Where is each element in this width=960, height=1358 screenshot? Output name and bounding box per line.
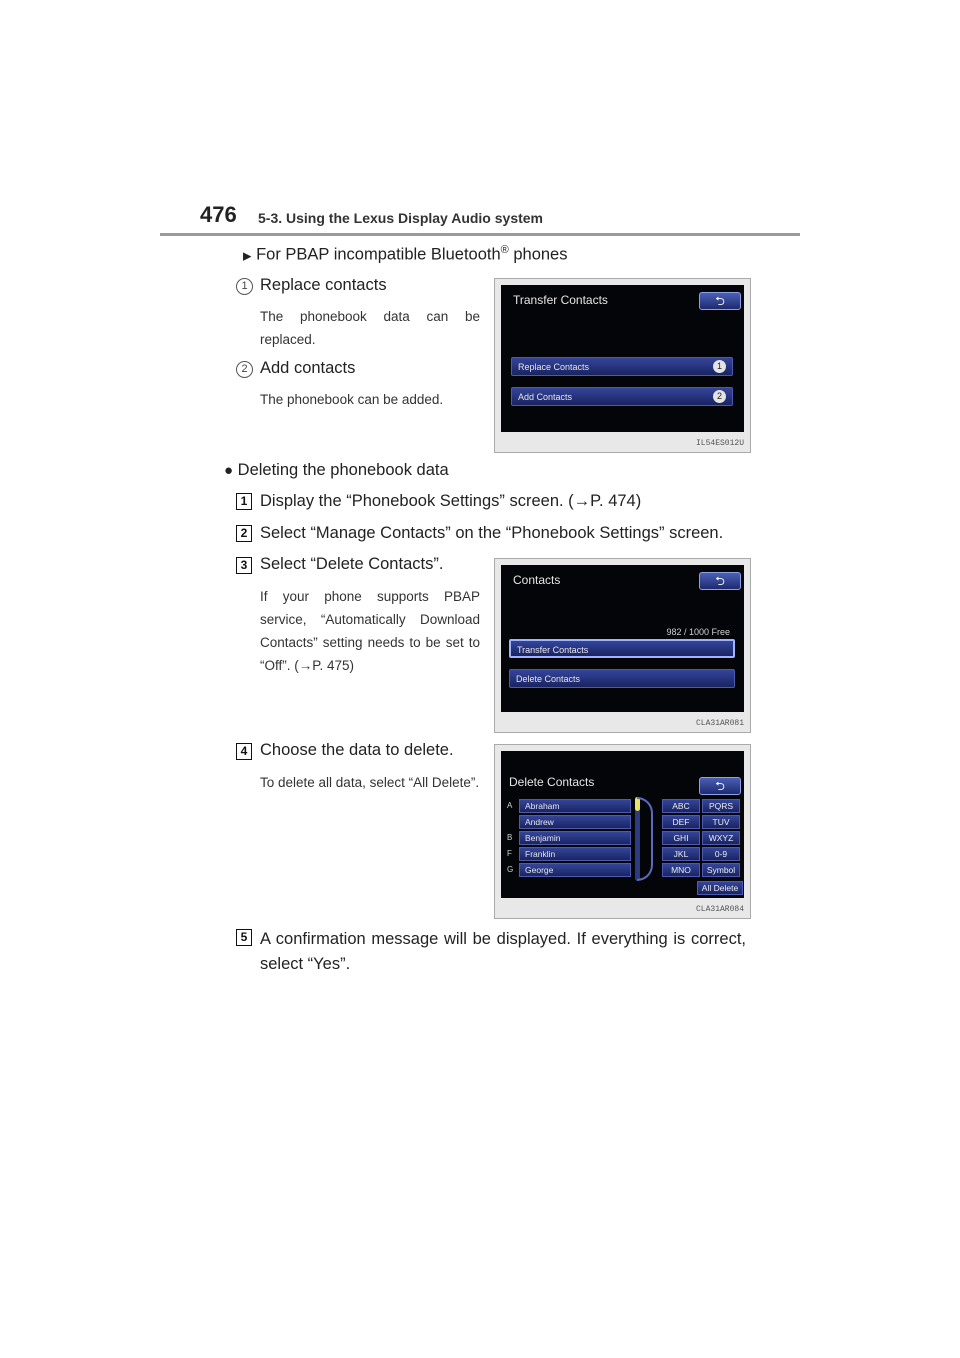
- step-number-3: 3: [236, 557, 252, 574]
- step-number-2: 2: [236, 525, 252, 542]
- contacts-screen: [501, 565, 744, 712]
- scroll-arc-decoration: [637, 797, 653, 881]
- callout-number-2: 2: [236, 361, 253, 378]
- index-letter-b: B: [507, 833, 513, 842]
- contacts-screenshot: [494, 558, 751, 733]
- step-4-text: Choose the data to delete.: [260, 741, 454, 759]
- replace-contacts-button[interactable]: Replace Contacts 1: [511, 357, 733, 376]
- free-count: 982 / 1000 Free: [666, 627, 730, 637]
- key-ghi[interactable]: GHI: [662, 831, 700, 845]
- add-contacts-button[interactable]: Add Contacts 2: [511, 387, 733, 406]
- back-arrow-icon: ⮌: [715, 779, 725, 793]
- key-tuv[interactable]: TUV: [702, 815, 740, 829]
- step-2-text: Select “Manage Contacts” on the “Phonebook Settings” screen.: [260, 524, 724, 542]
- key-wxyz[interactable]: WXYZ: [702, 831, 740, 845]
- back-button[interactable]: [699, 292, 741, 310]
- transfer-contacts-screenshot: [494, 278, 751, 453]
- delete-contacts-screen: [501, 751, 744, 898]
- index-letter-a: A: [507, 801, 513, 810]
- item-title-add-contacts: Add contacts: [260, 359, 356, 377]
- contact-item-andrew[interactable]: Andrew: [519, 815, 631, 829]
- image-code: CLA31AR081: [695, 719, 744, 728]
- delete-contacts-screenshot: [494, 744, 751, 919]
- all-delete-button[interactable]: All Delete: [697, 881, 743, 895]
- screen-title: Contacts: [513, 573, 561, 587]
- item-desc-replace-contacts: The phonebook data can be replaced.: [260, 309, 480, 347]
- back-button[interactable]: [699, 572, 741, 590]
- step-1-text: Display the “Phonebook Settings” screen. (→P. 474): [260, 492, 642, 510]
- item-desc-add-contacts: The phonebook can be added.: [260, 392, 444, 407]
- step-number-1: 1: [236, 493, 252, 510]
- callout-badge-2: 2: [713, 390, 726, 403]
- contact-item-franklin[interactable]: Franklin: [519, 847, 631, 861]
- key-jkl[interactable]: JKL: [662, 847, 700, 861]
- step-5-text: A confirmation message will be displayed. If everything is correct, select “Yes”.: [260, 930, 746, 973]
- index-letter-f: F: [507, 849, 512, 858]
- screen-title: Transfer Contacts: [513, 293, 608, 307]
- round-bullet-icon: ●: [224, 462, 234, 479]
- index-letter-g: G: [507, 865, 514, 874]
- contact-item-george[interactable]: George: [519, 863, 631, 877]
- section-title: 5-3. Using the Lexus Display Audio system: [258, 210, 544, 226]
- transfer-contacts-screen: [501, 285, 744, 432]
- pbap-heading: ▶ For PBAP incompatible Bluetooth® phones: [243, 244, 568, 264]
- delete-contacts-button[interactable]: Delete Contacts: [509, 669, 735, 688]
- step-3-desc: If your phone supports PBAP service, “Automatically Download Contacts” setting needs to be set to “Off”. (→P. 475): [260, 589, 480, 673]
- triangle-bullet-icon: ▶: [243, 250, 252, 263]
- contact-item-abraham[interactable]: Abraham: [519, 799, 631, 813]
- image-code: IL54ES012U: [695, 439, 744, 448]
- key-def[interactable]: DEF: [662, 815, 700, 829]
- step-number-4: 4: [236, 743, 252, 760]
- step-3-text: Select “Delete Contacts”.: [260, 555, 444, 573]
- key-symbol[interactable]: Symbol: [702, 863, 740, 877]
- callout-number-1: 1: [236, 278, 253, 295]
- back-button[interactable]: [699, 777, 741, 795]
- transfer-contacts-button[interactable]: Transfer Contacts: [509, 639, 735, 658]
- image-code: CLA31AR084: [695, 905, 744, 914]
- header-divider: [160, 233, 800, 236]
- key-pqrs[interactable]: PQRS: [702, 799, 740, 813]
- back-arrow-icon: ⮌: [715, 574, 725, 588]
- key-abc[interactable]: ABC: [662, 799, 700, 813]
- screen-title: Delete Contacts: [509, 775, 595, 789]
- key-mno[interactable]: MNO: [662, 863, 700, 877]
- key-0-9[interactable]: 0-9: [702, 847, 740, 861]
- page-number: 476: [200, 202, 237, 227]
- back-arrow-icon: ⮌: [715, 294, 725, 308]
- step-4-desc: To delete all data, select “All Delete”.: [260, 775, 480, 790]
- step-number-5: 5: [236, 929, 252, 946]
- contact-item-benjamin[interactable]: Benjamin: [519, 831, 631, 845]
- delete-heading: ● Deleting the phonebook data: [224, 461, 449, 479]
- item-title-replace-contacts: Replace contacts: [260, 276, 387, 294]
- callout-badge-1: 1: [713, 360, 726, 373]
